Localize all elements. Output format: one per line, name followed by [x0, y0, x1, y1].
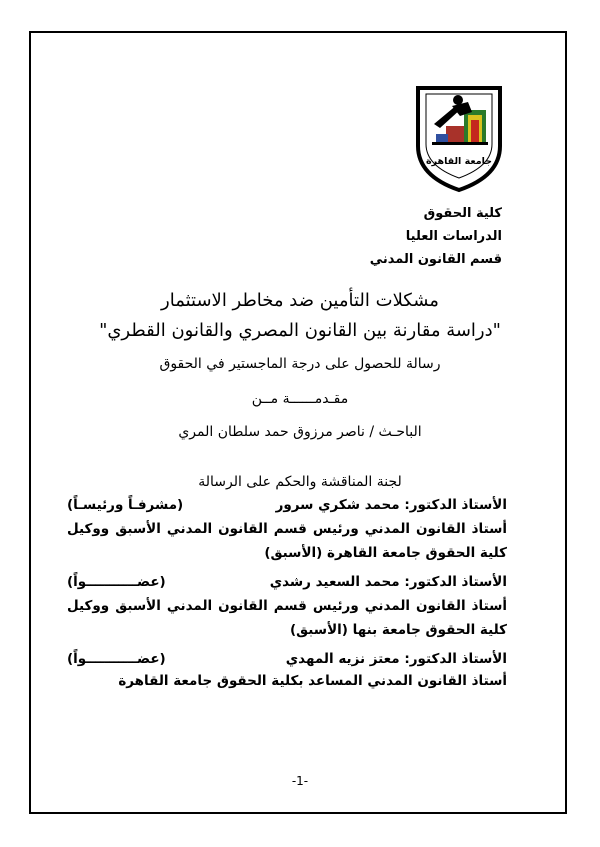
member-role: (عضـــــــــــواً) [67, 651, 166, 667]
researcher-name: الباحـث / ناصر مرزوق حمد سلطان المري [178, 424, 422, 440]
cairo-university-logo [414, 84, 504, 194]
member-description: أستاذ القانون المدني ورئيس قسم القانون المدني الأسبق ووكيل كلية الحقوق جامعة القاهرة (الأسبق) [67, 521, 507, 561]
member-name: الأستاذ الدكتور: محمد السعيد رشدي [269, 574, 507, 590]
logo-caption: جامعة القاهرة [425, 156, 493, 167]
member-role: (عضـــــــــــواً) [67, 574, 166, 590]
member-description: أستاذ القانون المدني ورئيس قسم القانون المدني الأسبق ووكيل كلية الحقوق جامعة بنها (الأسبق) [67, 598, 507, 638]
committee-member [67, 651, 507, 689]
member-role: (مشرفـاً ورئيسـاً) [67, 497, 184, 513]
faculty-info [370, 202, 502, 271]
presented-by: مقـدمــــــة مــن [251, 391, 349, 407]
member-description: أستاذ القانون المدني المساعد بكلية الحقوق جامعة القاهرة [118, 673, 507, 689]
committee-member [67, 574, 507, 642]
department-name: قسم القانون المدني [369, 252, 502, 267]
faculty-name: كلية الحقوق [423, 206, 502, 221]
thesis-title: مشكلات التأمين ضد مخاطر الاستثمار [161, 290, 439, 311]
member-name: الأستاذ الدكتور: محمد شكري سرور [275, 497, 507, 513]
graduate-studies: الدراسات العليا [405, 229, 502, 244]
member-name: الأستاذ الدكتور: معتز نزيه المهدي [285, 651, 507, 667]
committee-member [67, 497, 507, 565]
committee-heading: لجنة المناقشة والحكم على الرسالة [198, 474, 402, 490]
thesis-subtitle: "دراسة مقارنة بين القانون المصري والقانون القطري" [99, 320, 501, 341]
page-number: -1- [291, 774, 309, 788]
degree-statement: رسالة للحصول على درجة الماجستير في الحقوق [159, 356, 441, 372]
